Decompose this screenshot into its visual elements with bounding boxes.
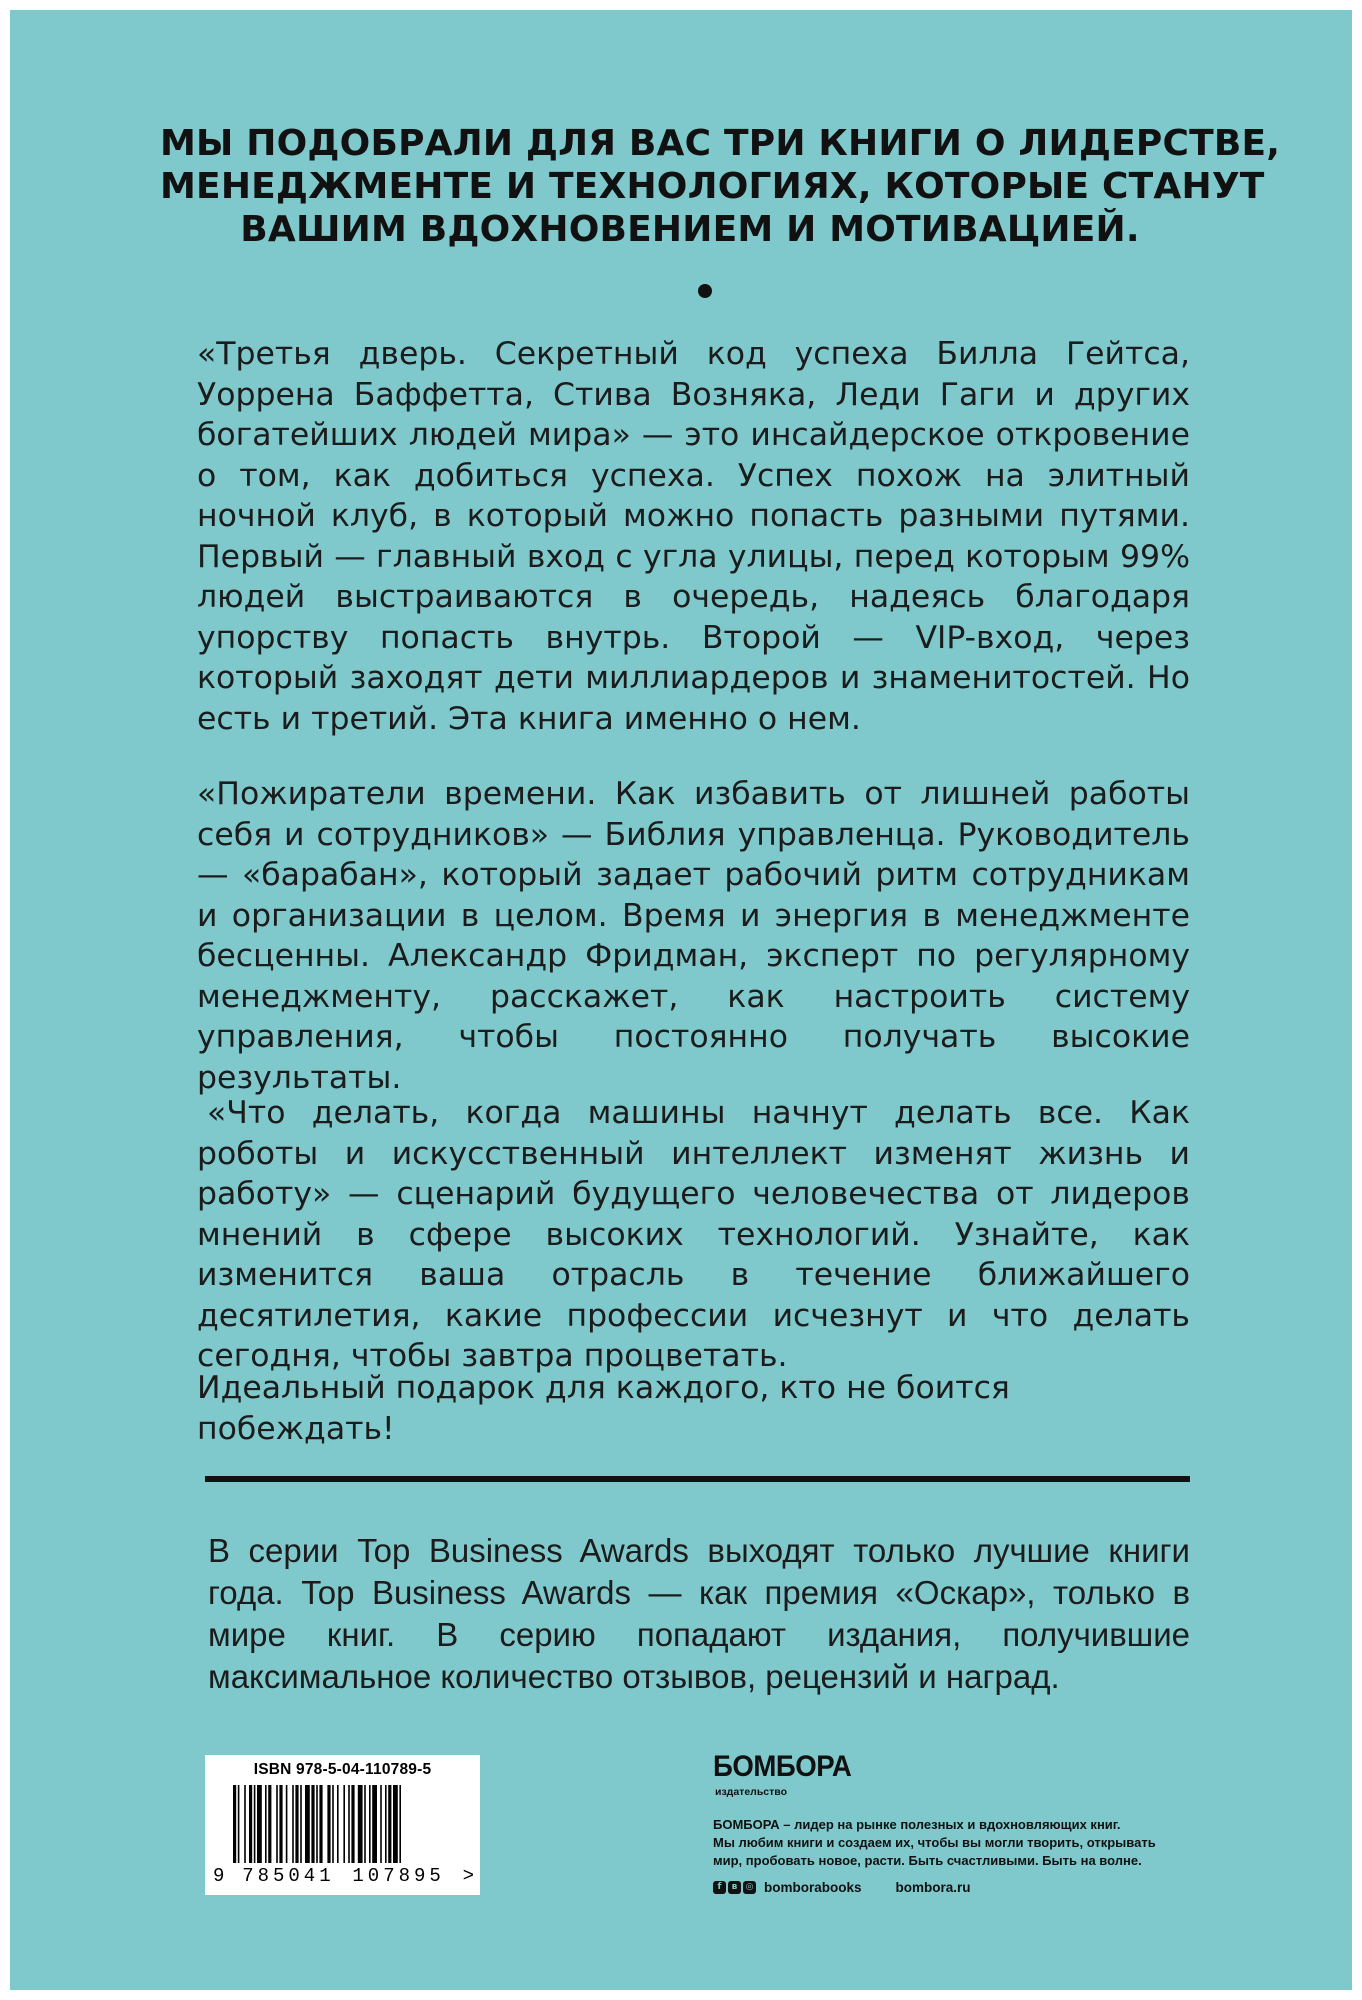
headline-line: МЕНЕДЖМЕНТЕ И ТЕХНОЛОГИЯХ, КОТОРЫЕ СТАНУТ <box>160 166 1265 207</box>
bullet-separator <box>698 284 712 298</box>
closing-line: Идеальный подарок для каждого, кто не боится побеждать! <box>197 1370 1010 1447</box>
publisher-subtitle: издательство <box>715 1786 787 1798</box>
isbn-number: ISBN 978-5-04-110789-5 <box>253 1761 432 1778</box>
publisher-description-line: Мы любим книги и создаем их, чтобы вы могли творить, открывать <box>713 1835 1156 1850</box>
headline <box>160 122 1281 251</box>
series-description: В серии Top Business Awards выходят только лучшие книги года. Top Business Awards — как премия «Оскар», только в мире книг. В серию попадают издания, получившие максимальное количество отзывов, рецензий и наград. <box>208 1532 1190 1695</box>
book3-description: «Что делать, когда машины начнут делать все. Как роботы и искусственный интеллект изменят жизнь и работу» — сценарий будущего человечества от лидеров мнений в сфере высоких технологий. Узнайте, как изменится ваша отрасль в течение ближайшего десятилетия, какие профессии исчезнут и что делать сегодня, чтобы завтра процветать. <box>197 1095 1190 1374</box>
barcode-icon <box>233 1785 458 1863</box>
barcode-label <box>205 1755 480 1895</box>
book-back-cover <box>10 10 1352 1990</box>
publisher-site[interactable]: bombora.ru <box>895 1880 971 1895</box>
instagram-icon[interactable]: ◎ <box>743 1881 756 1894</box>
barcode-first-digit: 9 <box>213 1865 225 1887</box>
barcode-end-mark: > <box>462 1865 474 1887</box>
publisher-handle[interactable]: bomborabooks <box>764 1880 862 1895</box>
facebook-icon[interactable]: f <box>713 1881 726 1894</box>
social-icons <box>713 1881 756 1894</box>
publisher-links <box>713 1880 971 1895</box>
publisher-logo: БОМБОРА <box>713 1750 852 1783</box>
publisher-description-line: мир, пробовать новое, расти. Быть счастливыми. Быть на волне. <box>713 1853 1142 1868</box>
barcode-digits <box>213 1865 474 1887</box>
publisher-description-line: БОМБОРА – лидер на рынке полезных и вдохновляющих книг. <box>713 1817 1121 1832</box>
barcode-right-group: 107895 <box>352 1865 445 1887</box>
headline-line: МЫ ПОДОБРАЛИ ДЛЯ ВАС ТРИ КНИГИ О ЛИДЕРСТВЕ, <box>160 123 1281 164</box>
book1-description: «Третья дверь. Секретный код успеха Билла Гейтса, Уоррена Баффетта, Стива Возняка, Леди Гаги и других богатейших людей мира» — это инсайдерское откровение о том, как добиться успеха. Успех похож на элитный ночной клуб, в который можно попасть разными путями. Первый — главный вход с угла улицы, перед которым 99% людей выстраиваются в очередь, надеясь благодаря упорству попасть внутрь. Второй — VIP-вход, через который заходят дети миллиардеров и знаменитостей. Но есть и третий. Эта книга именно о нем. <box>197 336 1190 737</box>
headline-line: ВАШИМ ВДОХНОВЕНИЕМ И МОТИВАЦИЕЙ. <box>240 209 1140 250</box>
publisher-description <box>713 1816 1233 1870</box>
barcode-left-group: 785041 <box>242 1865 335 1887</box>
vk-icon[interactable]: в <box>728 1881 741 1894</box>
horizontal-rule <box>205 1476 1190 1482</box>
book2-description: «Пожиратели времени. Как избавить от лишней работы себя и сотрудников» — Библия управленца. Руководитель — «барабан», который задает рабочий ритм сотрудникам и организации в целом. Время и энергия в менеджменте бесценны. Александр Фридман, эксперт по регулярному менеджменту, расскажет, как настроить систему управления, чтобы постоянно получать высокие результаты. <box>197 776 1190 1096</box>
